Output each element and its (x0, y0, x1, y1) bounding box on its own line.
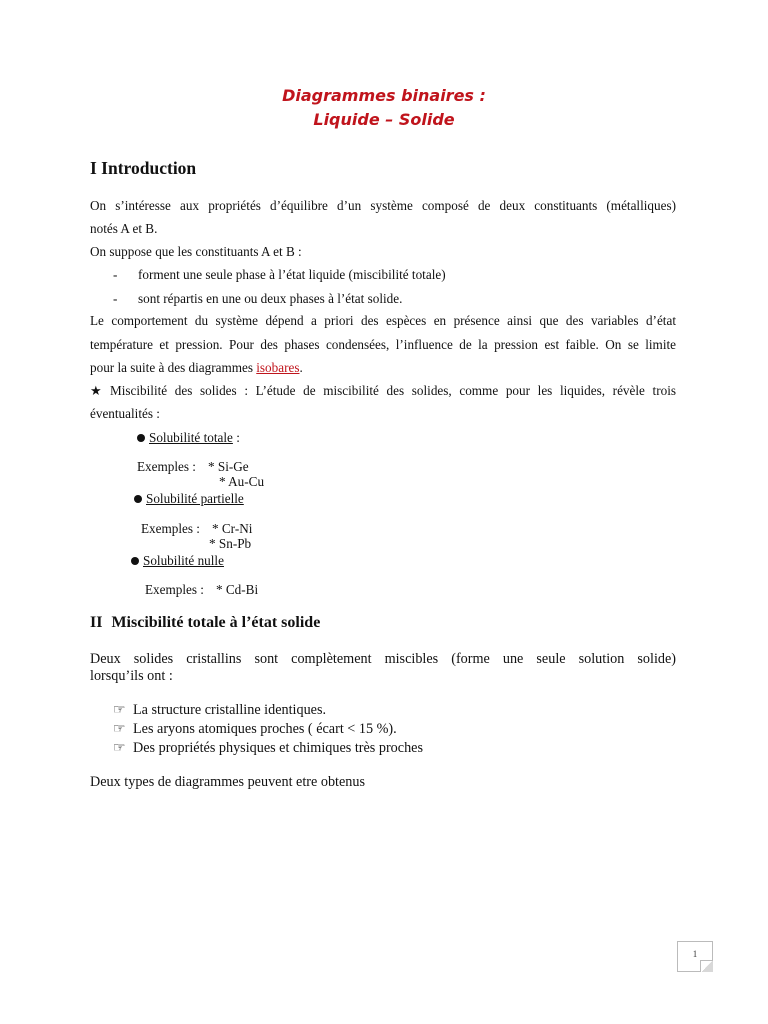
section-title: Miscibilité totale à l’état solide (111, 614, 321, 631)
section-heading-introduction: I Introduction (90, 158, 197, 178)
point-item-2 (113, 721, 397, 738)
example-cr-ni: * Cr-Ni (212, 521, 253, 536)
miscible-paragraph-line2: lorsqu’ils ont : (90, 668, 173, 684)
pointing-hand-icon: ☞ (113, 741, 126, 756)
case-suffix: : (232, 430, 240, 445)
example-au-cu: * Au-Cu (219, 474, 265, 489)
bullet-text-2: sont répartis en une ou deux phases à l’état solide. (138, 291, 403, 306)
behavior-line3-end: . (299, 360, 303, 375)
behavior-line3-text: pour la suite à des diagrammes (90, 360, 257, 375)
page-fold-icon (700, 960, 713, 972)
case-solubilite-partielle (134, 490, 244, 507)
behavior-paragraph-line3 (90, 359, 303, 376)
case-label: Solubilité nulle (143, 553, 224, 568)
closing-sentence: Deux types de diagrammes peuvent etre obtenus (90, 774, 365, 790)
miscible-paragraph-line1: Deux solides cristallins sont complètement miscibles (forme une seule solution solide) (90, 651, 676, 667)
miscibility-text: Miscibilité des solides : L’étude de miscibilité des solides, comme pour les liquides, révèle trois (110, 383, 676, 398)
case-label: Solubilité partielle (146, 491, 244, 506)
case-solubilite-nulle (131, 552, 224, 569)
page-number: 1 (692, 949, 698, 959)
bullet-dot-icon (137, 434, 145, 442)
behavior-paragraph-line2: température et pression. Pour des phases condensées, l’influence de la pression est faible. On se limite (90, 337, 676, 352)
isobares-link[interactable]: isobares (256, 360, 300, 375)
example-sn-pb: * Sn-Pb (209, 536, 252, 551)
assumption-paragraph: On suppose que les constituants A et B : (90, 244, 302, 259)
bullet-dash-2: - (113, 291, 118, 306)
point-text: Les aryons atomiques proches ( écart < 15 %). (133, 721, 397, 737)
example-cd-bi: * Cd-Bi (216, 582, 259, 597)
document-title-line2: Liquide – Solide (313, 110, 455, 129)
section-heading-miscibilite-totale (90, 614, 320, 632)
miscibility-paragraph-line1 (90, 382, 676, 399)
pointing-hand-icon: ☞ (113, 722, 126, 737)
section-number: II (90, 614, 103, 631)
bullet-dash-1: - (113, 267, 118, 282)
point-item-3 (113, 740, 423, 757)
miscibility-paragraph-line2: éventualités : (90, 406, 160, 421)
point-text: Des propriétés physiques et chimiques très proches (133, 740, 423, 756)
examples-label-2: Exemples : (141, 521, 200, 536)
intro-paragraph-line2: notés A et B. (90, 221, 158, 236)
point-text: La structure cristalline identiques. (133, 702, 327, 718)
examples-label-1: Exemples : (137, 459, 196, 474)
point-item-1 (113, 702, 326, 719)
bullet-text-1: forment une seule phase à l’état liquide (miscibilité totale) (138, 267, 446, 282)
star-icon: ★ (90, 383, 102, 398)
example-si-ge: * Si-Ge (208, 459, 249, 474)
case-solubilite-totale (137, 429, 240, 446)
bullet-dot-icon (134, 495, 142, 503)
document-title-line1: Diagrammes binaires : (282, 86, 486, 105)
intro-paragraph-line1: On s’intéresse aux propriétés d’équilibre d’un système composé de deux constituants (métalliques) (90, 198, 676, 213)
case-label: Solubilité totale (149, 430, 233, 445)
pointing-hand-icon: ☞ (113, 703, 126, 718)
bullet-dot-icon (131, 557, 139, 565)
behavior-paragraph-line1: Le comportement du système dépend a priori des espèces en présence ainsi que des variables d’état (90, 313, 676, 328)
examples-label-3: Exemples : (145, 582, 204, 597)
